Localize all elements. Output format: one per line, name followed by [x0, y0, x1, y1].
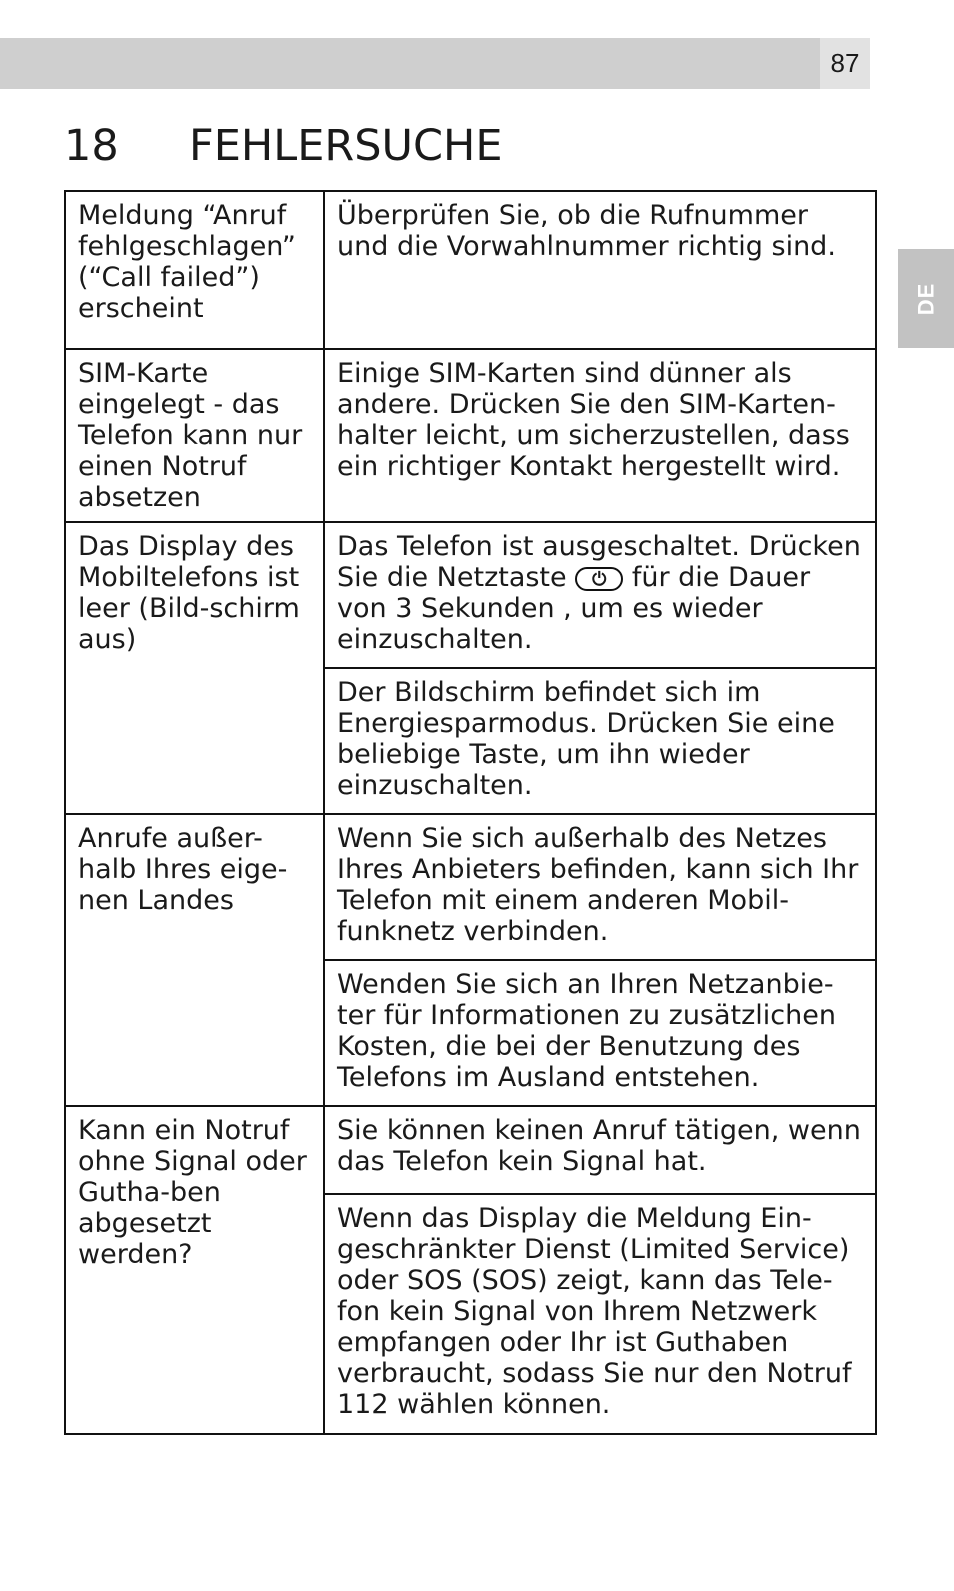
problem-cell: Kann ein Notruf ohne Signal oder Gutha-ben abgesetzt werden?	[65, 1106, 324, 1434]
page-number: 87	[820, 38, 870, 89]
solution-cell: Überprüfen Sie, ob die Rufnummer und die Vorwahlnummer richtig sind.	[324, 191, 876, 349]
language-tab	[898, 249, 954, 348]
problem-cell: Das Display des Mobiltelefons ist leer (Bild-schirm aus)	[65, 522, 324, 814]
solution-cell: Einige SIM-Karten sind dünner als andere. Drücken Sie den SIM-Karten-halter leicht, um sicherzustellen, dass ein richtiger Kontakt hergestellt wird.	[324, 349, 876, 522]
table-row	[65, 191, 876, 349]
troubleshooting-table	[64, 190, 877, 1435]
solution-cell: Wenden Sie sich an Ihren Netzanbie-ter für Informationen zu zusätzlichen Kosten, die bei der Benutzung des Telefons im Ausland entstehen.	[324, 960, 876, 1106]
table-row	[65, 522, 876, 668]
solution-cell: Sie können keinen Anruf tätigen, wenn das Telefon kein Signal hat.	[324, 1106, 876, 1194]
solution-text: für die Dauer von 3 Sekunden , um es wieder einzuschalten.	[337, 562, 811, 655]
chapter-heading	[64, 118, 503, 174]
table-row	[65, 349, 876, 522]
problem-cell: Meldung “Anruf fehlgeschlagen” (“Call failed”) erscheint	[65, 191, 324, 349]
table-row	[65, 1106, 876, 1194]
power-button-icon: ⏻	[575, 567, 623, 591]
solution-cell: Der Bildschirm befindet sich im Energiesparmodus. Drücken Sie eine beliebige Taste, um ihn wieder einzuschalten.	[324, 668, 876, 814]
chapter-number: 18	[64, 121, 119, 171]
solution-cell: Wenn das Display die Meldung Ein-geschränkter Dienst (Limited Service) oder SOS (SOS) zeigt, kann das Tele-fon kein Signal von Ihrem Netzwerk empfangen oder Ihr ist Guthaben verbraucht, sodass Sie nur den Notruf 112 wählen können.	[324, 1194, 876, 1434]
chapter-title: FEHLERSUCHE	[189, 121, 503, 171]
table-row	[65, 814, 876, 960]
solution-cell: Wenn Sie sich außerhalb des Netzes Ihres Anbieters befinden, kann sich Ihr Telefon mit einem anderen Mobil-funknetz verbinden.	[324, 814, 876, 960]
language-tab-label: DE	[913, 282, 938, 315]
problem-cell: SIM-Karte eingelegt - das Telefon kann nur einen Notruf absetzen	[65, 349, 324, 522]
header-bar	[0, 38, 820, 89]
problem-cell: Anrufe außer-halb Ihres eige-nen Landes	[65, 814, 324, 1106]
solution-text: Das Telefon ist ausgeschaltet. Drücken Sie die Netztaste	[337, 531, 861, 593]
solution-cell	[324, 522, 876, 668]
